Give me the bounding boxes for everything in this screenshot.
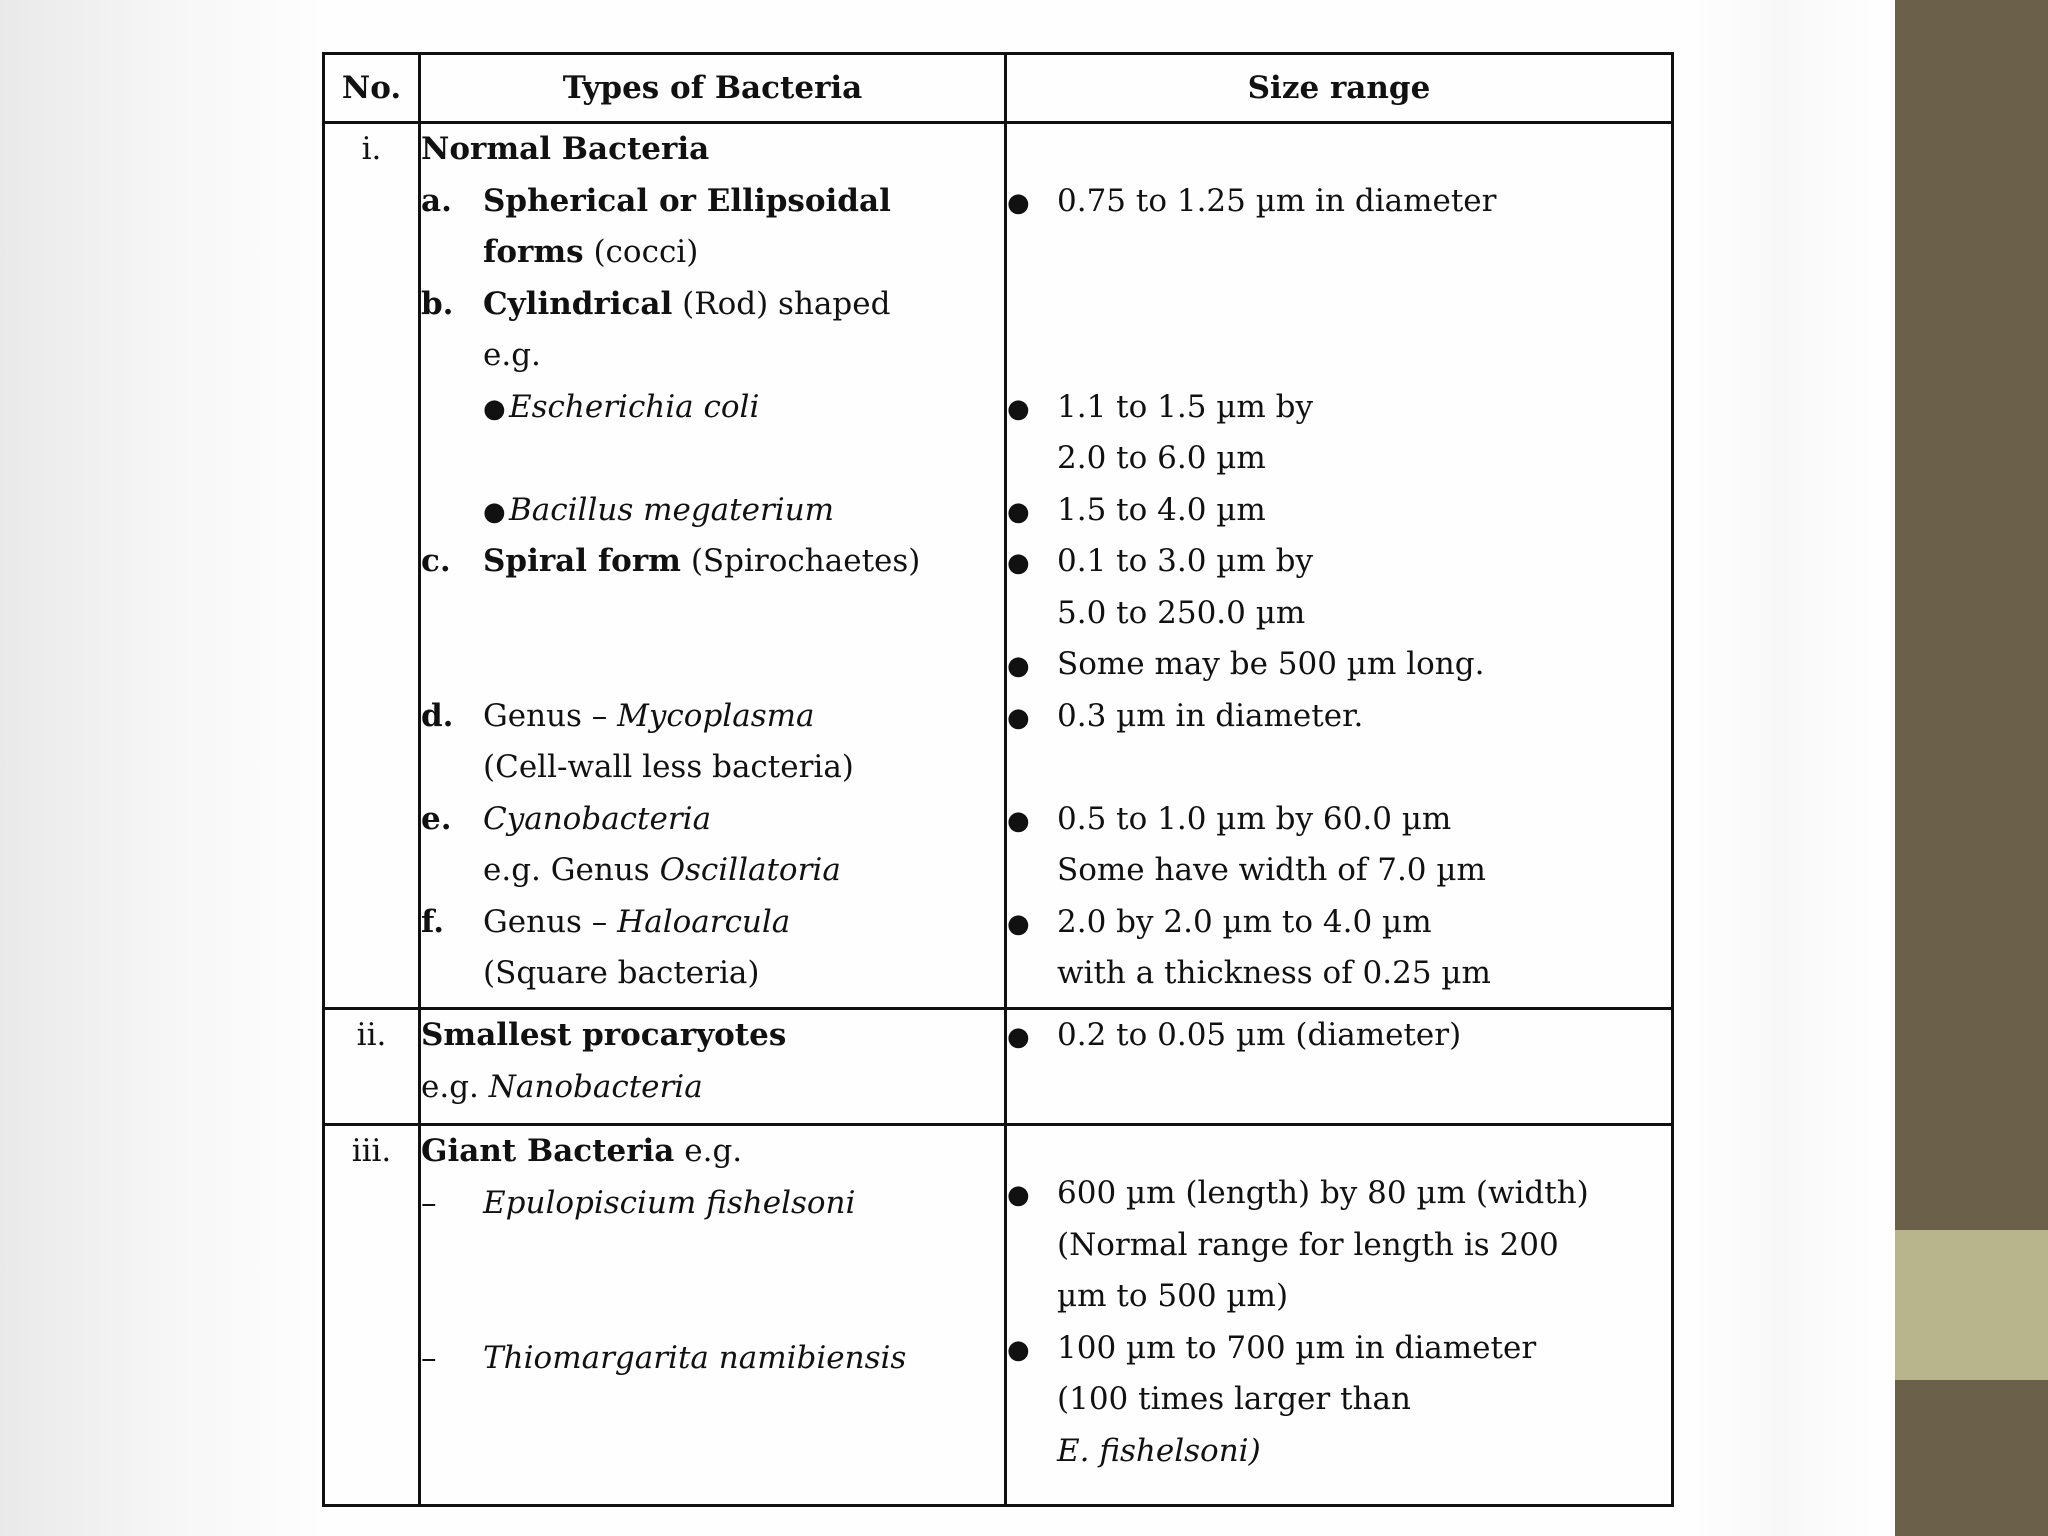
item-e-line2: e.g. Genus Oscillatoria xyxy=(483,852,841,888)
bullet-icon: ● xyxy=(1007,702,1030,733)
size-cyano-line2: Some have width of 7.0 µm xyxy=(1057,852,1486,888)
item-e: e. Cyanobacteria xyxy=(421,800,712,837)
size-cyano: ● 0.5 to 1.0 µm by 60.0 µm xyxy=(1007,794,1671,846)
size-cell xyxy=(1006,1009,1673,1125)
bullet-icon: ● xyxy=(1007,1334,1030,1365)
item-c: c. Spiral form (Spirochaetes) xyxy=(421,543,921,579)
row-title: Smallest procaryotes xyxy=(421,1017,787,1053)
size-cell xyxy=(1006,1125,1673,1506)
table-header-row xyxy=(324,54,1673,123)
table-row xyxy=(324,1009,1673,1125)
bullet-icon: ● xyxy=(483,393,506,424)
size-spiral-note: ● Some may be 500 µm long. xyxy=(1007,639,1671,691)
size-ecoli-line2: 2.0 to 6.0 µm xyxy=(1057,440,1266,476)
item-d-line2: (Cell-wall less bacteria) xyxy=(483,749,854,785)
size-spiral-line2: 5.0 to 250.0 µm xyxy=(1057,594,1306,631)
size-spiral: ● 0.1 to 3.0 µm by xyxy=(1007,536,1671,588)
bullet-icon: ● xyxy=(1007,651,1030,681)
item-b-example-1: ● Escherichia coli xyxy=(421,382,1004,434)
item-f-line2: (Square bacteria) xyxy=(483,955,760,991)
giant-example-2: – Thiomargarita namibiensis xyxy=(421,1339,907,1376)
size-epulopiscium-line3: µm to 500 µm) xyxy=(1057,1278,1289,1314)
size-bacillus: ● 1.5 to 4.0 µm xyxy=(1007,485,1671,537)
size-ecoli: ● 1.1 to 1.5 µm by xyxy=(1007,382,1671,434)
row-number: i. xyxy=(324,123,420,1009)
giant-example-1: – Epulopiscium fishelsoni xyxy=(421,1184,856,1221)
bullet-icon: ● xyxy=(1007,496,1030,527)
row-number: ii. xyxy=(324,1009,420,1125)
table-row xyxy=(324,123,1673,1009)
item-a: a. Spherical or Ellipsoidal xyxy=(421,182,891,219)
bullet-icon: ● xyxy=(1007,805,1030,836)
sidebar-band-dark-top xyxy=(1895,0,2048,1230)
sidebar-band-light xyxy=(1895,1230,2048,1380)
size-thiomargarita-line3: E. fishelsoni) xyxy=(1057,1432,1261,1469)
size-epulopiscium: ● 600 µm (length) by 80 µm (width) xyxy=(1007,1168,1671,1220)
bullet-icon: ● xyxy=(483,496,506,527)
size-haloarcula: ● 2.0 by 2.0 µm to 4.0 µm xyxy=(1007,897,1671,949)
item-b-eg: e.g. xyxy=(483,337,541,373)
types-cell xyxy=(420,1125,1006,1506)
types-cell xyxy=(420,123,1006,1009)
size-cell xyxy=(1006,123,1673,1009)
bullet-icon: ● xyxy=(1007,187,1030,218)
bullet-icon: ● xyxy=(1007,908,1030,939)
size-smallest: ● 0.2 to 0.05 µm (diameter) xyxy=(1007,1010,1671,1062)
item-f: f. Genus – Haloarcula xyxy=(421,903,791,940)
types-cell xyxy=(420,1009,1006,1125)
sidebar-band-dark-bottom xyxy=(1895,1380,2048,1536)
size-mycoplasma: ● 0.3 µm in diameter. xyxy=(1007,691,1671,743)
bullet-icon: ● xyxy=(1007,1180,1030,1210)
header-types: Types of Bacteria xyxy=(420,54,1006,123)
size-epulopiscium-line2: (Normal range for length is 200 xyxy=(1057,1226,1559,1263)
bullet-icon: ● xyxy=(1007,548,1030,578)
row-title: Giant Bacteria e.g. xyxy=(421,1133,743,1169)
item-b-example-2: ● Bacillus megaterium xyxy=(421,485,1004,537)
header-size: Size range xyxy=(1006,54,1673,123)
bullet-icon: ● xyxy=(1007,393,1030,424)
size-haloarcula-line2: with a thickness of 0.25 µm xyxy=(1057,955,1491,991)
row-title: Normal Bacteria xyxy=(421,131,710,167)
row-number: iii. xyxy=(324,1125,420,1506)
header-no: No. xyxy=(324,54,420,123)
row-example: e.g. Nanobacteria xyxy=(421,1068,703,1105)
item-d: d. Genus – Mycoplasma xyxy=(421,697,815,734)
size-a: ● 0.75 to 1.25 µm in diameter xyxy=(1007,176,1671,228)
bullet-icon: ● xyxy=(1007,1022,1030,1052)
size-thiomargarita-line2: (100 times larger than xyxy=(1057,1381,1411,1417)
item-a-line2: forms (cocci) xyxy=(483,234,699,270)
size-thiomargarita: ● 100 µm to 700 µm in diameter xyxy=(1007,1323,1671,1375)
bacteria-size-table xyxy=(322,52,1674,1507)
table-row xyxy=(324,1125,1673,1506)
item-b: b. Cylindrical (Rod) shaped xyxy=(421,285,891,322)
